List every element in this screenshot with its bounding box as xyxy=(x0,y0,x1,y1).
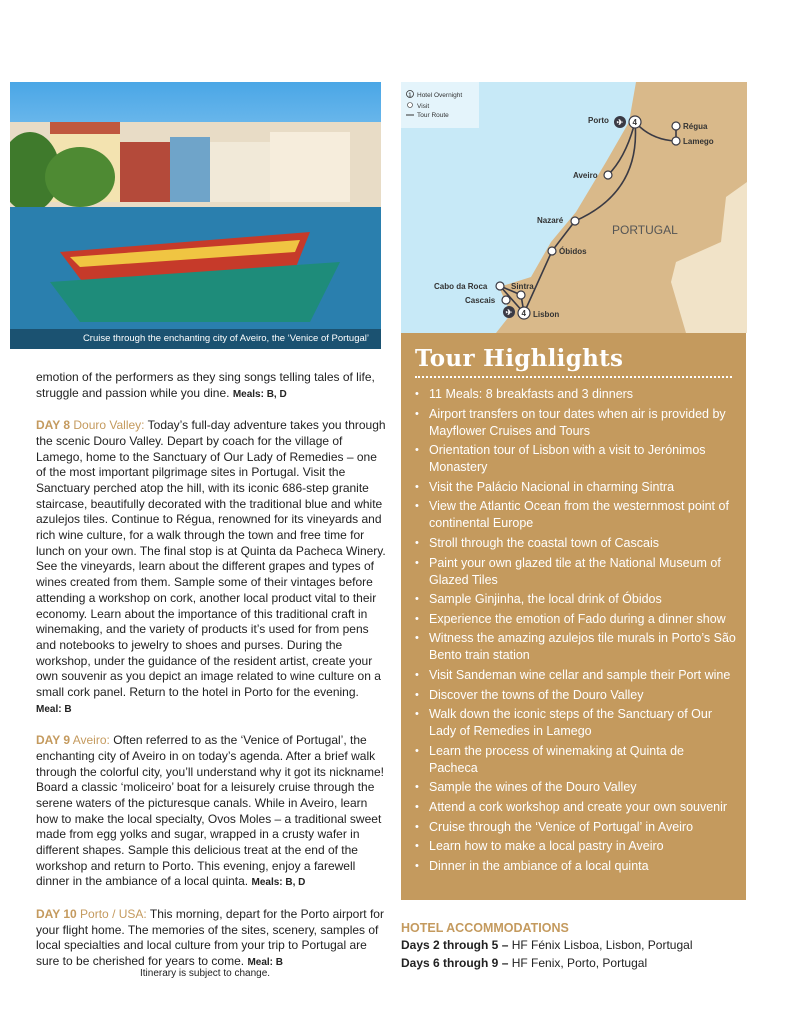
intro-paragraph: emotion of the performers as they sing songs telling tales of life, struggle and passion while you dine. Meals: B, D xyxy=(36,370,375,400)
legend-route: Tour Route xyxy=(417,112,449,119)
highlight-item: • Sample Ginjinha, the local drink of Óbidos xyxy=(415,591,736,608)
highlight-item: • Visit the Palácio Nacional in charming Sintra xyxy=(415,479,736,496)
highlights-list xyxy=(415,386,736,875)
photo-illustration xyxy=(10,82,381,349)
tour-highlights xyxy=(401,333,746,900)
photo-caption: Cruise through the enchanting city of Aveiro, the ‘Venice of Portugal’ xyxy=(10,329,381,349)
hotel-row: Days 6 through 9 – HF Fenix, Porto, Portugal xyxy=(401,956,648,970)
svg-text:✈: ✈ xyxy=(505,308,513,317)
svg-text:4: 4 xyxy=(521,309,526,318)
highlight-item: • Witness the amazing azulejos tile murals in Porto’s São Bento train station xyxy=(415,630,736,664)
itinerary-note: Itinerary is subject to change. xyxy=(140,968,271,979)
dotted-divider xyxy=(415,376,732,378)
day-10: DAY 10 Porto / USA: This morning, depart for the Porto airport for your flight home. The memories of the sites, scenery, samples of local specialties and local culture from your trip to Portugal are sure to be cherished for years to come. Meal: B xyxy=(36,906,384,968)
label-lisbon: Lisbon xyxy=(533,310,560,319)
highlight-item: • Stroll through the coastal town of Cascais xyxy=(415,535,736,552)
itinerary-text xyxy=(36,370,386,986)
aveiro-canal-photo xyxy=(10,82,381,349)
highlight-item: • Visit Sandeman wine cellar and sample their Port wine xyxy=(415,667,736,684)
label-country: PORTUGAL xyxy=(612,223,678,237)
label-lamego: Lamego xyxy=(683,137,714,146)
hotel-accommodations xyxy=(401,921,692,972)
highlight-item: • View the Atlantic Ocean from the westernmost point of continental Europe xyxy=(415,498,736,532)
highlight-item: • Learn the process of winemaking at Quinta de Pacheca xyxy=(415,743,736,777)
highlight-item: • Cruise through the ‘Venice of Portugal’ in Aveiro xyxy=(415,819,736,836)
highlight-item: • Learn how to make a local pastry in Aveiro xyxy=(415,838,736,855)
highlight-item: • Paint your own glazed tile at the National Museum of Glazed Tiles xyxy=(415,555,736,589)
hotel-row: Days 2 through 5 – HF Fénix Lisboa, Lisbon, Portugal xyxy=(401,938,693,952)
svg-text:✈: ✈ xyxy=(616,118,624,127)
day-9: DAY 9 Aveiro: Often referred to as the ‘Venice of Portugal’, the enchanting city of Aveiro in on today’s agenda. After a brief walk through the colorful city, you’ll understand why it got its nickname! Board a classic ‘moliceiro’ boat for a leisurely cruise through the serene waters of the picturesque canals. While in Aveiro, learn how to make the local specialty, Ovos Moles – a traditional sweet made from egg yolks and sugar, wrapped in a crusty wafer in different shapes. Sample this delicious treat at the end of the workshop and return to Porto. This evening, enjoy a farewell dinner in the ambiance of a local quinta. Meals: B, D xyxy=(36,733,384,889)
highlight-item: • Experience the emotion of Fado during a dinner show xyxy=(415,611,736,628)
label-sintra: Sintra xyxy=(511,282,534,291)
day-8: DAY 8 Douro Valley: Today’s full-day adventure takes you through the scenic Douro Valley. Depart by coach for the village of Lamego, home to the Sanctuary of Our Lady of Remedies – one of the most important pilgrimage sites in Portugal. Visit the Sanctuary perched atop the hill, with its iconic 686-step granite staircase, beautifully decorated with the traditional blue and white azulejos tiles. Continue to Régua, renowned for its vineyards and rich wine culture, for a walk through the town and free time for lunch on your own. The final stop is at Quinta da Pacheca Winery. See the vineyards, learn about the different grapes and types of wines created from them. Sample some of their vintages before attending a workshop on cork, another local product vital to their economy. Learn about the importance of this traditional craft in winemaking, and the variety of products it’s used for from pens and notebooks to jewelry to shoes and purses. During the workshop, under the guidance of the resident artist, create your own souvenir as you depict an image related to wine culture on a small cork panel. Return to the hotel in Porto for the evening. Meal: B xyxy=(36,418,386,715)
legend-visit: Visit xyxy=(417,103,430,110)
highlight-item: • Walk down the iconic steps of the Sanctuary of Our Lady of Remedies in Lamego xyxy=(415,706,736,740)
highlight-item: • Dinner in the ambiance of a local quinta xyxy=(415,858,736,875)
label-regua: Régua xyxy=(683,122,708,131)
legend-hotel: Hotel Overnight xyxy=(417,92,463,99)
label-cascais: Cascais xyxy=(465,296,496,305)
highlight-item: • 11 Meals: 8 breakfasts and 3 dinners xyxy=(415,386,736,403)
svg-text:4: 4 xyxy=(632,118,637,127)
highlight-item: • Sample the wines of the Douro Valley xyxy=(415,779,736,796)
tour-map xyxy=(401,82,747,333)
hotel-title: HOTEL ACCOMMODATIONS xyxy=(401,921,569,935)
highlights-title: Tour Highlights xyxy=(415,345,624,372)
label-nazare: Nazaré xyxy=(537,216,564,225)
label-obidos: Óbidos xyxy=(559,247,587,256)
label-porto: Porto xyxy=(588,116,609,125)
highlight-item: • Attend a cork workshop and create your own souvenir xyxy=(415,799,736,816)
label-cabo-da-roca: Cabo da Roca xyxy=(434,282,488,291)
label-aveiro: Aveiro xyxy=(573,171,598,180)
highlight-item: • Discover the towns of the Douro Valley xyxy=(415,687,736,704)
highlight-item: • Orientation tour of Lisbon with a visit to Jerónimos Monastery xyxy=(415,442,736,476)
svg-text:1: 1 xyxy=(408,92,412,99)
highlight-item: • Airport transfers on tour dates when air is provided by Mayflower Cruises and Tours xyxy=(415,406,736,440)
